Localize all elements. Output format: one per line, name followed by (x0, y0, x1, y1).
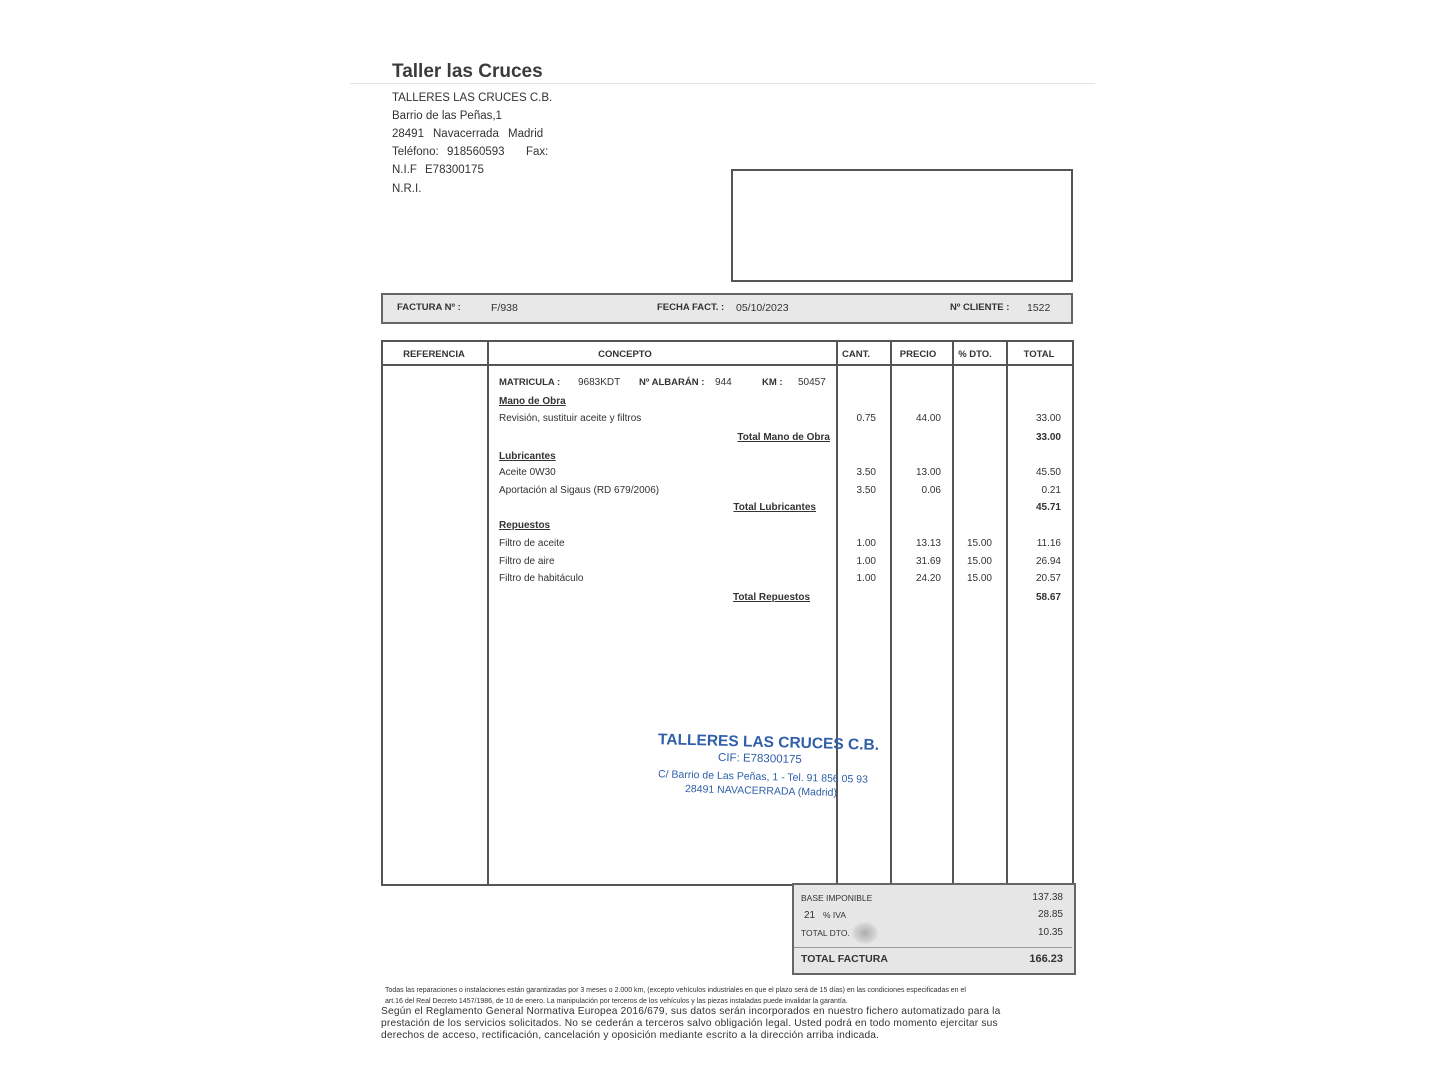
section-title: Lubricantes (499, 451, 556, 462)
subtotal-value: 45.71 (1035, 502, 1061, 513)
fax-label: Fax: (526, 146, 549, 158)
phone-value: 918560593 (447, 146, 505, 158)
company-city: Navacerrada (433, 128, 499, 140)
header-divider (350, 83, 1095, 84)
company-name: Taller las Cruces (392, 61, 543, 82)
col-divider (952, 342, 954, 884)
km-value: 50457 (798, 377, 826, 388)
line-concept: Filtro de aire (499, 556, 555, 567)
nri-label: N.R.I. (392, 183, 422, 195)
gdpr-text: prestación de los servicios solicitados. No se cederán a terceros salvo obligación legal. Usted podrá en todo momento ejercitar sus (381, 1018, 998, 1029)
line-price: 13.00 (915, 467, 941, 478)
company-stamp-address: C/ Barrio de Las Peñas, 1 - Tel. 91 856 05 93 (657, 768, 869, 786)
line-price: 0.06 (921, 485, 941, 496)
line-price: 24.20 (915, 573, 941, 584)
client-number-label: Nº CLIENTE : (950, 302, 1010, 313)
gdpr-text: Según el Reglamento General Normativa Europea 2016/679, sus datos serán incorporados en nuestro fichero automatizado para la (381, 1006, 1001, 1017)
invoice-number-label: FACTURA Nº : (397, 302, 461, 313)
table-header-divider (381, 364, 1073, 366)
total-invoice-label: TOTAL FACTURA (801, 953, 888, 965)
line-total: 0.21 (1041, 485, 1061, 496)
line-qty: 1.00 (856, 556, 876, 567)
total-invoice-value: 166.23 (1029, 953, 1063, 965)
gdpr-text: derechos de acceso, rectificación, cancelación y oposición mediante escrito a la dirección arriba indicada. (381, 1030, 880, 1041)
line-concept: Aceite 0W30 (499, 467, 556, 478)
header-price: PRECIO (899, 349, 937, 360)
base-value: 137.38 (1032, 892, 1063, 903)
line-discount: 15.00 (966, 538, 992, 549)
nif-value: E78300175 (425, 164, 484, 176)
line-price: 13.13 (915, 538, 941, 549)
vat-rate: 21 (804, 910, 816, 921)
warranty-text: Todas las reparaciones o instalaciones están garantizadas por 3 meses o 2.000 km, (excepto vehículos industriales en que el plazo será de 15 días) en las condiciones especificadas en el (385, 987, 966, 994)
line-discount: 15.00 (966, 556, 992, 567)
line-concept: Revisión, sustituir aceite y filtros (499, 413, 642, 424)
line-total: 45.50 (1035, 467, 1061, 478)
header-reference: REFERENCIA (403, 349, 465, 360)
invoice-date-label: FECHA FACT. : (657, 302, 725, 313)
line-qty: 0.75 (856, 413, 876, 424)
section-title: Repuestos (499, 520, 551, 531)
client-number: 1522 (1027, 302, 1051, 314)
section-title: Mano de Obra (499, 396, 566, 407)
discount-value: 10.35 (1037, 927, 1063, 938)
discount-label: TOTAL DTO. (801, 928, 850, 938)
subtotal-value: 58.67 (1035, 592, 1061, 603)
company-stamp-city: 28491 NAVACERRADA (Madrid) (684, 783, 838, 799)
base-label: BASE IMPONIBLE (801, 893, 873, 903)
line-qty: 3.50 (856, 467, 876, 478)
company-stamp-name: TALLERES LAS CRUCES C.B. (657, 731, 880, 754)
line-concept: Filtro de aceite (499, 538, 565, 549)
subtotal-value: 33.00 (1035, 432, 1061, 443)
km-label: KM : (762, 377, 783, 388)
header-quantity: CANT. (842, 349, 870, 360)
company-postal-code: 28491 (392, 128, 424, 140)
ink-smudge (852, 922, 878, 944)
company-stamp-cif: CIF: E78300175 (717, 751, 802, 767)
col-divider (487, 342, 489, 884)
company-legal-name: TALLERES LAS CRUCES C.B. (392, 92, 553, 104)
items-table (381, 340, 1074, 886)
line-total: 20.57 (1035, 573, 1061, 584)
line-total: 33.00 (1035, 413, 1061, 424)
invoice-date: 05/10/2023 (736, 302, 789, 314)
subtotal-label: Total Mano de Obra (737, 432, 830, 443)
plate-value: 9683KDT (578, 377, 621, 388)
invoice-number: F/938 (491, 302, 518, 314)
line-total: 26.94 (1035, 556, 1061, 567)
header-discount: % DTO. (958, 349, 992, 360)
subtotal-label: Total Repuestos (732, 592, 810, 603)
header-total: TOTAL (1023, 349, 1055, 360)
line-concept: Filtro de habitáculo (499, 573, 584, 584)
line-qty: 1.00 (856, 573, 876, 584)
company-address: Barrio de las Peñas,1 (392, 110, 502, 122)
totals-divider (794, 947, 1072, 948)
warranty-text: art.16 del Real Decreto 1457/1986, de 10 de enero. La manipulación por terceros de los vehículos y las piezas instaladas puede invalidar la garantía. (385, 998, 848, 1005)
line-qty: 3.50 (856, 485, 876, 496)
plate-label: MATRICULA : (499, 377, 561, 388)
vat-value: 28.85 (1037, 909, 1063, 920)
nif-label: N.I.F (392, 164, 417, 176)
client-address-box (731, 169, 1073, 282)
subtotal-label: Total Lubricantes (733, 502, 816, 513)
line-total: 11.16 (1036, 538, 1061, 549)
line-qty: 1.00 (856, 538, 876, 549)
phone-label: Teléfono: (392, 146, 439, 158)
line-price: 44.00 (915, 413, 941, 424)
albaran-value: 944 (715, 377, 732, 388)
line-discount: 15.00 (966, 573, 992, 584)
vat-label: % IVA (823, 910, 846, 920)
line-price: 31.69 (915, 556, 941, 567)
company-province: Madrid (508, 128, 544, 140)
header-concept: CONCEPTO (598, 349, 652, 360)
line-concept: Aportación al Sigaus (RD 679/2006) (499, 485, 660, 496)
albaran-label: Nº ALBARÁN : (639, 377, 705, 388)
